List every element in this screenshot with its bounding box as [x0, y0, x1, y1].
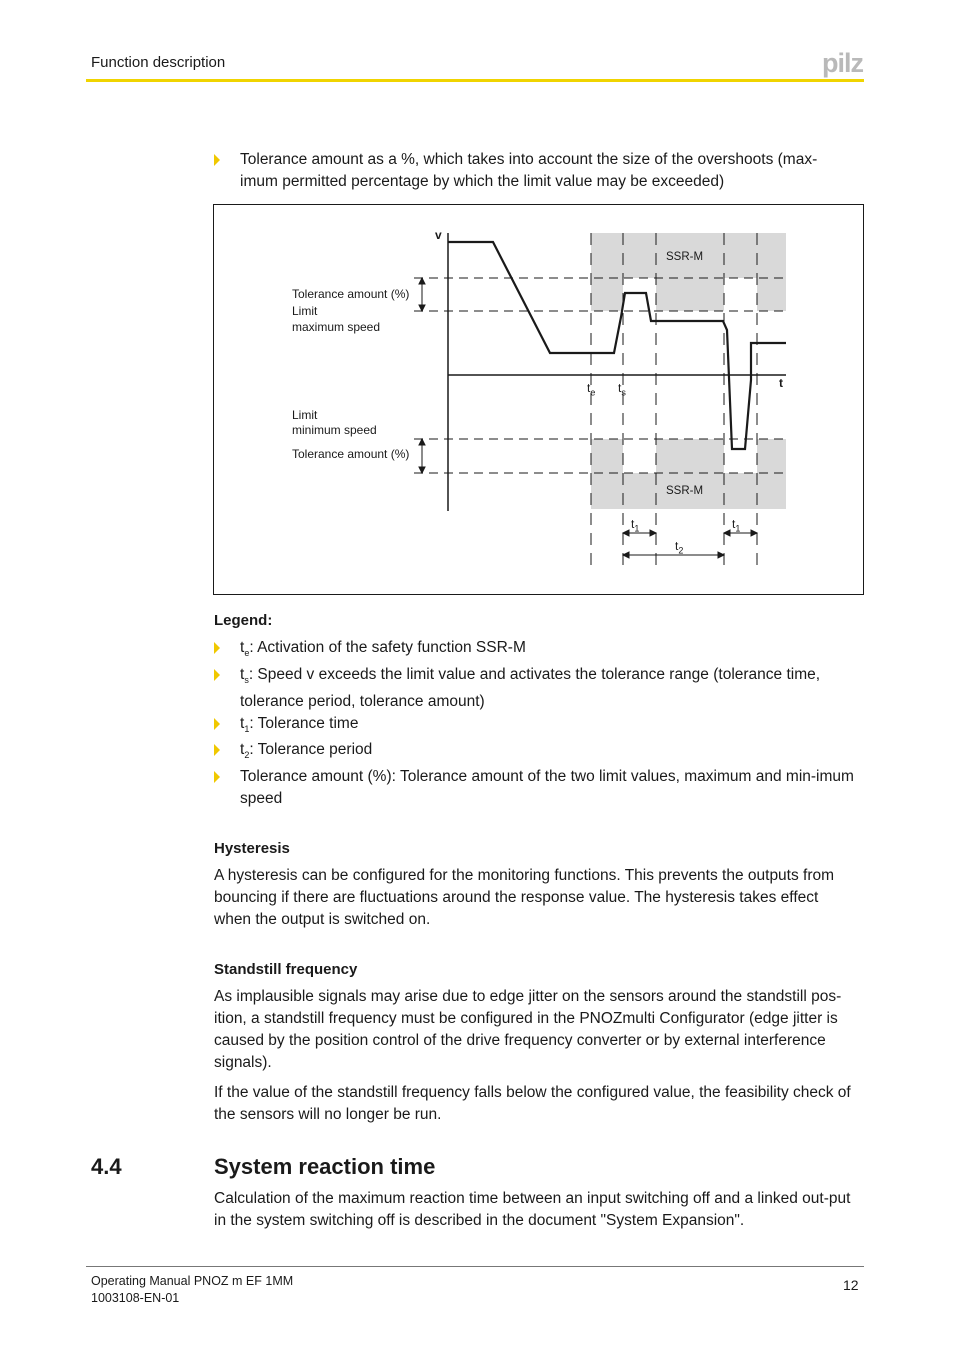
legend-item: $t_s$: Speed v exceeds the limit value and activates the tolerance range (tolerance time, tolerance period, tolerance amount) — [214, 664, 854, 713]
limit-max-label-1: Limit — [292, 304, 318, 318]
bullet-arrow-icon — [214, 718, 220, 730]
diagram-svg — [214, 205, 863, 594]
footer-manual-title: Operating Manual PNOZ m EF 1MM — [91, 1274, 294, 1288]
tol-top-label: Tolerance amount (%) — [292, 287, 410, 301]
standstill-paragraph-2: If the value of the standstill frequency falls below the configured value, the feasibility check of the sensors will no longer be run. — [214, 1084, 851, 1123]
bullet-arrow-icon — [214, 154, 220, 166]
limit-min-label-1: Limit — [292, 408, 318, 422]
tolerance-diagram — [213, 204, 864, 595]
intro-bullet — [214, 149, 854, 193]
limit-min-label-2: minimum speed — [292, 423, 377, 437]
standstill-paragraph-1: As implausible signals may arise due to edge jitter on the sensors around the standstill pos-ition, a standstill frequency must be configured in the PNOZmulti Configurator (edge jitter is caused by the position control of the drive frequency converter or by external interference signals). — [214, 988, 842, 1071]
bullet-arrow-icon — [214, 744, 220, 756]
ts-label: $t_s$ — [618, 381, 626, 398]
tolerance-arrows — [419, 278, 425, 473]
t-axis-label: t — [779, 376, 783, 390]
legend-item: Tolerance amount (%): Tolerance amount of the two limit values, maximum and min-imum speed — [214, 766, 854, 810]
legend-item: $t_1$: Tolerance time — [214, 713, 854, 740]
band-cutout — [623, 439, 656, 473]
intro-bullet-text: Tolerance amount as a %, which takes into account the size of the overshoots (max-imum permitted percentage by which the limit value may be exceeded) — [240, 151, 818, 190]
pilz-logo: pilz — [822, 48, 863, 78]
tol-bottom-label: Tolerance amount (%) — [292, 447, 410, 461]
band-cutout — [724, 439, 757, 473]
bullet-arrow-icon — [214, 771, 220, 783]
t1-label-second: $t_1$ — [732, 517, 741, 534]
page-number: 12 — [843, 1277, 859, 1293]
band-cutout — [623, 278, 656, 311]
bullet-arrow-icon — [214, 669, 220, 681]
ssr-label-top: SSR-M — [666, 251, 704, 263]
section-title: System reaction time — [214, 1154, 436, 1179]
hysteresis-text: A hysteresis can be configured for the monitoring functions. This prevents the outputs from bouncing if there are fluctuations around the response value. The hysteresis takes effect when the output is switched on. — [214, 867, 835, 928]
v-axis-label: v — [435, 228, 442, 242]
band-cutout — [724, 278, 757, 311]
footer-rule — [86, 1266, 864, 1267]
ssr-label-bottom: SSR-M — [666, 485, 704, 497]
te-label: $t_e$ — [587, 381, 596, 398]
legend-item: $t_2$: Tolerance period — [214, 739, 854, 766]
footer-doc-number: 1003108-EN-01 — [91, 1291, 180, 1305]
t2-label: $t_2$ — [675, 539, 684, 556]
legend-title: Legend: — [214, 612, 273, 629]
header-title: Function description — [91, 54, 226, 71]
legend-item: $t_e$: Activation of the safety function SSR-M — [214, 637, 854, 664]
t1-label-first: $t_1$ — [631, 517, 640, 534]
standstill-title: Standstill frequency — [214, 961, 358, 978]
bullet-arrow-icon — [214, 642, 220, 654]
section-number: 4.4 — [91, 1154, 122, 1179]
header-rule — [86, 79, 864, 82]
section-text: Calculation of the maximum reaction time between an input switching off and a linked out-put in the system switching off is described in the document "System Expansion". — [214, 1190, 851, 1229]
footer-doc-info — [91, 1273, 293, 1307]
limit-max-label-2: maximum speed — [292, 320, 381, 334]
hysteresis-title: Hysteresis — [214, 840, 290, 857]
